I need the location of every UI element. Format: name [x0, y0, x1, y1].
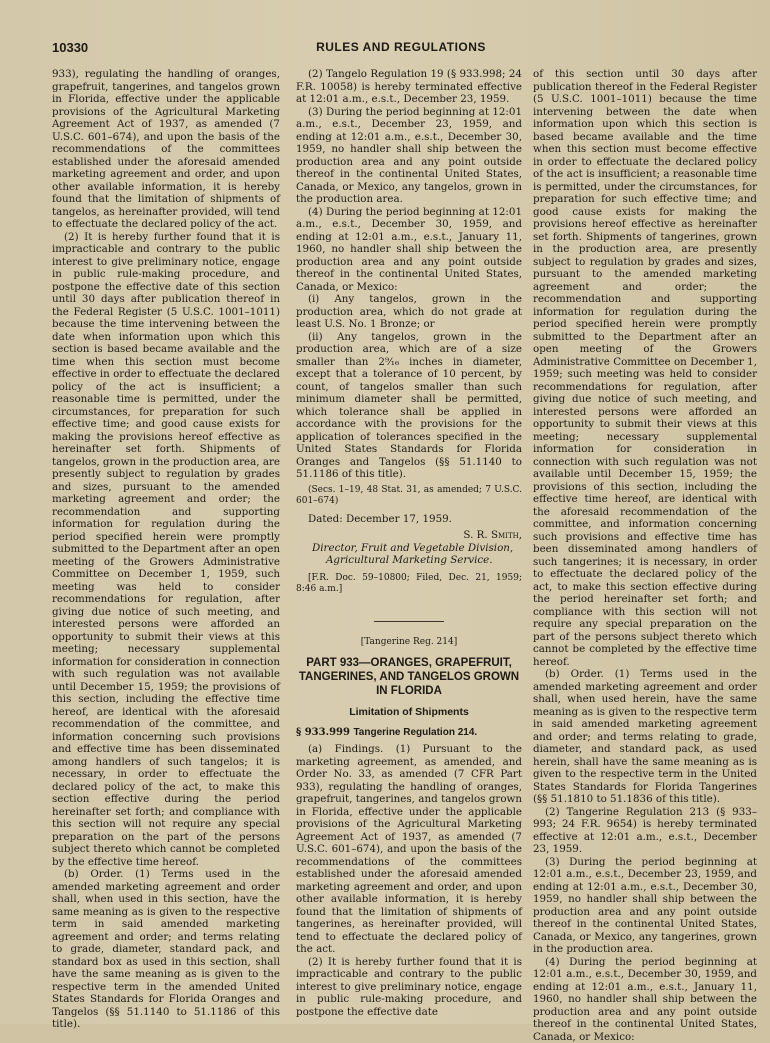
page-header	[52, 40, 750, 60]
section-heading	[296, 727, 522, 740]
paragraph: of this section until 30 days after publication thereof in the Federal Register (5 U.S.C. 1001–1011) because the time intervening between the date when information upon which this section is based became available and the time when this section must become effective in order to effectuate the declared policy of the act is insufficient; a reasonable time is permitted, under the circumstances, for preparation for such effective time; and good cause exists for making the provisions hereof effective as hereinafter set forth. Shipments of tangerines, grown in the production area, are presently subject to regulation by grades and sizes, pursuant to the amended marketing agreement and order; the recommendation and supporting information for regulation during the period specified herein were promptly submitted to the Department after an open meeting of the Growers Administrative Committee on December 1, 1959; such meeting was held to consider recommendations for regulation, after giving due notice of such meeting, and interested persons were afforded an opportunity to submit their views at this meeting; necessary supplemental information for consideration in connection with such regulation was not available until December 15, 1959; the provisions of this section, including the effective time hereof, are identical with the aforesaid recommendation of the committee, and information concerning such provisions and effective time has been disseminated among handlers of such tangerines; it is necessary, in order to effectuate the declared policy of the act, to make this section effective during the period hereinafter set forth; and compliance with this section will not require any special preparation on the part of the persons subject thereto which cannot be completed by the effective time hereof.	[533, 68, 757, 668]
paragraph: (2) It is hereby further found that it is impracticable and contrary to the public interest to give preliminary notice, engage in public rule-making procedure, and postpone the effective date	[296, 956, 522, 1019]
paragraph: (2) It is hereby further found that it is impracticable and contrary to the public interest to give preliminary notice, engage in public rule-making procedure, and postpone the effective date of this section until 30 days after publication thereof in the Federal Register (5 U.S.C. 1001–1011) because the time intervening between the date when information upon which this section is based became available and the time when this section must become effective in order to effectuate the declared policy of the act is insufficient; a reasonable time is permitted, under the circumstances, for preparation for such effective time; and good cause exists for making the provisions hereof effective as hereinafter set forth. Shipments of tangelos, grown in the production area, are presently subject to regulation by grades and sizes, pursuant to the amended marketing agreement and order; the recommendation and supporting information for regulation during the period specified herein were promptly submitted to the Department after an open meeting of the Growers Administrative Committee on December 1, 1959, such meeting was held to consider recommendations for regulation, after giving due notice of such meeting, and interested persons were afforded an opportunity to submit their views at this meeting; necessary supplemental information for consideration in connection with such regulation was not available until December 15, 1959; the provisions of this section, including the effective time hereof, are identical with the aforesaid recommendation of the committee, and information concerning such provisions and effective time has been disseminated among handlers of such tangelos; it is necessary, in order to effectuate the declared policy of the act, to make this section effective during the period hereinafter set forth; and compliance with this section will not require any special preparation on the part of the persons subject thereto which cannot be completed by the effective time hereof.	[52, 231, 280, 869]
paragraph: (4) During the period beginning at 12:01 a.m., e.s.t., December 30, 1959, and ending at 12:01 a.m., e.s.t., January 11, 1960, no handler shall ship between the production area and any point outside thereof in the continental United States, Canada, or Mexico:	[533, 956, 757, 1043]
paragraph: (ii) Any tangelos, grown in the production area, which are of a size smaller than 2⁹⁄₁₆ inches in diameter, except that a tolerance of 10 percent, by count, of tangelos smaller than such minimum diameter shall be permitted, which tolerance shall be applied in accordance with the provisions for the application of tolerances specified in the United States Standards for Florida Oranges and Tangelos (§§ 51.1140 to 51.1186 of this title).	[296, 331, 522, 481]
paragraph: (b) Order. (1) Terms used in the amended marketing agreement and order shall, when used in this section, have the same meaning as is given to the respective term in said amended marketing agreement and order; and terms relating to grade, diameter, standard pack, and standard box as used in this section, shall have the same meaning as is given to the respective term in the amended United States Standards for Florida Oranges and Tangelos (§§ 51.1140 to 51.1186 of this title).	[52, 868, 280, 1031]
paragraph: (b) Order. (1) Terms used in the amended marketing agreement and order shall, when used herein, have the same meaning as is given to the respective term in said amended marketing agreement and order; and terms relating to grade, diameter, and standard pack, as used herein, shall have the same meaning as is given to the respective term in the United States Standards for Florida Tangerines (§§ 51.1810 to 51.1836 of this title).	[533, 668, 757, 806]
paragraph: (2) Tangerine Regulation 213 (§ 933–993; 24 F.R. 9654) is hereby terminated effective at 12:01 a.m., e.s.t., December 23, 1959.	[533, 806, 757, 856]
paragraph: (3) During the period beginning at 12:01 a.m., e.s.t., December 23, 1959, and ending at 12:01 a.m., e.s.t., December 30, 1959, no handler shall ship between the production area and any point outside thereof in the continental United States, Canada, or Mexico, any tangelos, grown in the production area.	[296, 106, 522, 206]
regulation-number: [Tangerine Reg. 214]	[296, 636, 522, 649]
subheading: Limitation of Shipments	[296, 706, 522, 719]
dated-line: Dated: December 17, 1959.	[296, 513, 522, 526]
page-number: 10330	[52, 40, 88, 55]
paragraph: (3) During the period beginning at 12:01 a.m., e.s.t., December 23, 1959, and ending at 12:01 a.m., e.s.t., December 30, 1959, no handler shall ship between the production area and any point outside thereof in the continental United States, Canada, or Mexico, any tangerines, grown in the production area.	[533, 856, 757, 956]
paragraph: (4) During the period beginning at 12:01 a.m., e.s.t., December 30, 1959, and ending at 12:01 a.m., e.s.t., January 11, 1960, no handler shall ship between the production area and any point outside thereof in the continental United States, Canada, or Mexico:	[296, 206, 522, 294]
paragraph: 933), regulating the handling of oranges, grapefruit, tangerines, and tangelos grown in Florida, effective under the applicable provisions of the Agricultural Marketing Agreement Act of 1937, as amended (7 U.S.C. 601–674), and upon the basis of the recommendations of the committees established under the aforesaid amended marketing agreement and order, and upon other available information, it is hereby found that the limitation of shipments of tangelos, as hereinafter provided, will tend to effectuate the declared policy of the act.	[52, 68, 280, 231]
column-middle	[296, 68, 522, 984]
column-left	[52, 68, 280, 984]
fr-document-note: [F.R. Doc. 59–10800; Filed, Dec. 21, 1959; 8:46 a.m.]	[296, 573, 522, 595]
statutory-citation: (Secs. 1–19, 48 Stat. 31, as amended; 7 U.S.C. 601–674)	[296, 485, 522, 507]
signer-title: Director, Fruit and Vegetable Division, Agricultural Marketing Service.	[326, 542, 522, 567]
part-heading: PART 933—ORANGES, GRAPEFRUIT, TANGERINES, AND TANGELOS GROWN IN FLORIDA	[296, 656, 522, 698]
paragraph: (i) Any tangelos, grown in the production area, which do not grade at least U.S. No. 1 Bronze; or	[296, 293, 522, 331]
paragraph: (a) Findings. (1) Pursuant to the marketing agreement, as amended, and Order No. 33, as amended (7 CFR Part 933), regulating the handling of oranges, grapefruit, tangerines, and tangelos grown in Florida, effective under the applicable provisions of the Agricultural Marketing Agreement Act of 1937, as amended (7 U.S.C. 601–674), and upon the basis of the recommendations of the committees established under the aforesaid amended marketing agreement and order, and upon other available information, it is hereby found that the limitation of shipments of tangerines, as hereinafter provided, will tend to effectuate the declared policy of the act.	[296, 743, 522, 956]
running-title: RULES AND REGULATIONS	[52, 40, 750, 54]
section-number: § 933.999	[296, 727, 350, 738]
section-name: Tangerine Regulation 214.	[353, 727, 477, 738]
section-divider	[374, 621, 444, 622]
signer-name: S. R. Smith,	[296, 529, 522, 542]
column-right	[533, 68, 757, 984]
paragraph: (2) Tangelo Regulation 19 (§ 933.998; 24 F.R. 10058) is hereby terminated effective at 12:01 a.m., e.s.t., December 23, 1959.	[296, 68, 522, 106]
